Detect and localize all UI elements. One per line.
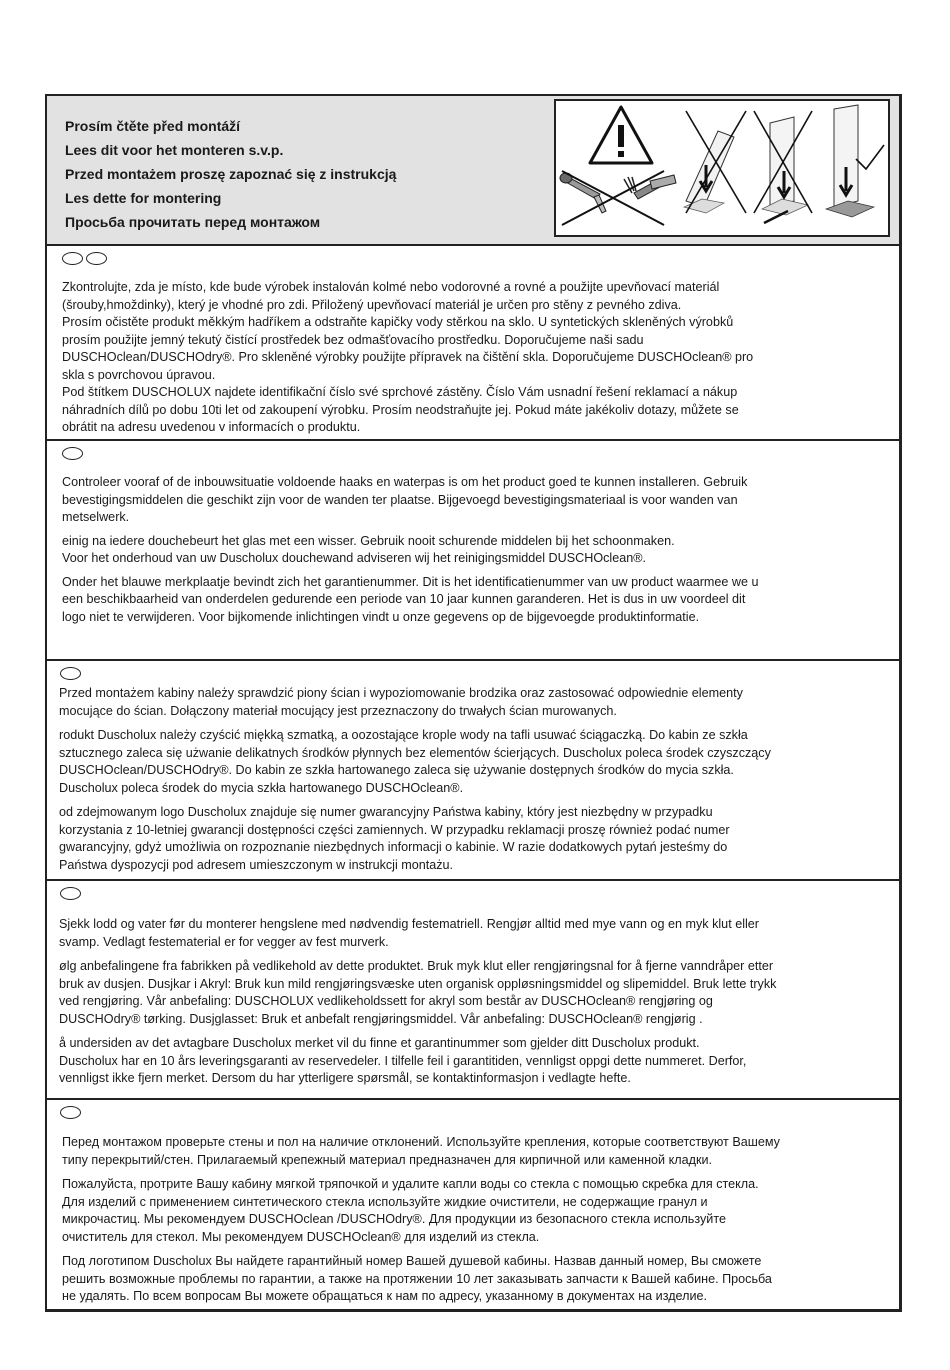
- paragraph: Onder het blauwe merkplaatje bevindt zich het garantienummer. Dit is het identificatienummer van uw product waarmee we u een beschikbaarheid van onderdelen gedurende een periode van 10 jaar kunnen garanderen. Het is dus in uw voordeel dit logo niet te verwijderen. Voor bijkomende inlichtingen vindt u onze gegevens op de bijgevoegde produktinformatie.: [62, 574, 759, 624]
- paragraph: Zkontrolujte, zda je místo, kde bude výrobek instalován kolmé nebo vodorovné a rovné a použijte upevňovací materiál (šrouby,hmoždinky), který je vhodné pro zdi. Přiložený upevňovací materiál je určen pro stěny z pevného zdiva. Prosím očistěte produkt měkkým hadříkem a odstraňte kapičky vody stěrkou na sklo. U syntetických skleněných výrobků prosím použijte jemný tekutý čistící prostředek bez odmašťovacího prostředku. Doporučujeme naši sadu DUSCHOclean/DUSCHOdry®. Pro skleněné výrobky použijte přípravek na čištění skla. Doporučujeme DUSCHOclean® pro skla s povrchovou úpravou. Pod štítkem DUSCHOLUX najdete identifikační číslo své sprchové zástěny. Číslo Vám usnadní řešení reklamací a nákup náhradních dílů po dobu 10ti let od zakoupení výrobku. Prosím neodstraňujte jej. Pokud máte jakékoliv dotazy, můžete se obrátit na adresu uvedenou v informacích o produktu.: [62, 280, 754, 434]
- header-line-pl: Przed montażem proszę zapoznać się z instrukcją: [65, 166, 397, 182]
- language-flags: [62, 447, 83, 460]
- section-ru: [47, 1098, 899, 1310]
- paragraph: ølg anbefalingene fra fabrikken på vedlikehold av dette produktet. Bruk myk klut eller rengjøringsnal for å fjerne vanndråper etter bruk av dusjen. Dusjkar i Akryl: Bruk kun mild rengjøringsvæske uten organisk oppløsningsmiddel og slipemiddel. Bruk lette trykk ved rengjøring. Vår anbefaling: DUSCHOLUX vedlikeholdssett for akryl som består av DUSCHOclean® rengjøring og DUSCHOdry® tørking. Dusjglasset: Bruk et anbefalt rengjøringsmiddel. Vår anbefaling: DUSCHOclean® rengjørig .: [59, 959, 777, 1026]
- header-panel: [47, 96, 899, 244]
- panel-forbidden-2-icon: [754, 111, 812, 223]
- section-ru-text: [62, 1134, 892, 1306]
- paragraph: od zdejmowanym logo Duscholux znajduje się numer gwarancyjny Państwa kabiny, który jest niezbędny w przypadku korzystania z 10-letniej gwarancji dostępności części zamiennych. W przypadku reklamacji proszę również podać numer gwarancyjny, gdyż umożliwia on rozpoznanie niezbędnych informacji o kabinie. W razie dodatkowych pytań jesteśmy do Państwa dyspozycji pod adresem umieszczonym w instrukcji montażu.: [59, 805, 730, 872]
- paragraph: Controleer vooraf of de inbouwsituatie voldoende haaks en waterpas is om het product goed te kunnen installeren. Gebruik bevestigingsmiddelen die geschikt zijn voor de wanden ter plaatse. Bijgevoegd bevestigingsmateriaal is voor wanden van metselwerk.: [62, 475, 748, 524]
- language-flags: [60, 1106, 81, 1119]
- language-flag-icon: [62, 252, 83, 265]
- header-lines: [65, 114, 396, 234]
- language-flag-icon: [62, 447, 83, 460]
- section-nl-text: [62, 474, 892, 626]
- warning-illustration: [554, 99, 890, 237]
- header-line-cs: Prosím čtěte před montáží: [65, 118, 241, 134]
- section-nl: [47, 439, 899, 659]
- panel-allowed-icon: [826, 105, 884, 217]
- language-flag-icon: [60, 887, 81, 900]
- paragraph: Под логотипом Duscholux Вы найдете гарантийный номер Вашей душевой кабины. Назвав данный номер, Вы сможете решить возможные проблемы по гарантии, а также на протяжении 10 лет заказывать запчасти к Вашей кабине. Просьба не удалять. По всем вопросам Вы можете обращаться к нам по адресу, указанному в документах на изделие.: [62, 1254, 772, 1303]
- header-line-ru: Просьба прочитать перед монтажом: [65, 214, 321, 230]
- language-flags: [62, 252, 107, 265]
- warning-triangle-icon: [590, 107, 652, 163]
- paragraph: Пожалуйста, протрите Вашу кабину мягкой тряпочкой и удалите капли воды со стекла с помощью скребка для стекла. Для изделий с применением синтетического стекла используйте жидкие очистители, не содержащие гранул и микрочастиц. Мы рекомендуем DUSCHOclean /DUSCHOdry®. Для продукции из безопасного стекла используйте очиститель для стекол. Мы рекомендуем DUSCHOclean® для изделий из стекла.: [62, 1177, 759, 1244]
- language-flag-icon: [60, 667, 81, 680]
- language-flag-icon: [86, 252, 107, 265]
- instruction-frame: [45, 94, 902, 1312]
- language-flags: [60, 887, 81, 900]
- section-cs-text: [62, 279, 892, 437]
- language-flag-icon: [60, 1106, 81, 1119]
- section-no-text: [59, 916, 889, 1088]
- paragraph: rodukt Duscholux należy czyścić miękką szmatką, a oozostające krople wody na tafli usuwać ściągaczką. Do kabin ze szkła sztucznego zaleca się użwanie delikatnych środków płynnych bez elementów ścierjących. Duscholux poleca środek czyszczący DUSCHOclean/DUSCHOdry®. Do kabin ze szkła hartowanego zaleca się używanie dostępnych środków do mycia szkła. Duscholux poleca środek do mycia szkła hartowanego DUSCHOclean®.: [59, 728, 771, 795]
- paragraph: å undersiden av det avtagbare Duscholux merket vil du finne et garantinummer som gjelder ditt Duscholux produkt. Duscholux har en 10 års leveringsgaranti av reservedeler. I tilfelle feil i garantitiden, vennligst oppgi dette nummeret. Derfor, vennligst ikke fjern merket. Dersom du har ytterligere spørsmål, se kontaktinformasjon i vedlagte hefte.: [59, 1036, 747, 1085]
- header-line-nl: Lees dit voor het monteren s.v.p.: [65, 142, 284, 158]
- section-pl-text: [59, 685, 889, 874]
- paragraph: Przed montażem kabiny należy sprawdzić piony ścian i wypoziomowanie brodzika oraz zastosować odpowiednie elementy mocujące do ścian. Dołączony materiał mocujący jest przeznaczony do trwałych ścian murowanych.: [59, 686, 743, 718]
- panel-forbidden-1-icon: [684, 111, 746, 213]
- section-cs: [47, 244, 899, 441]
- header-line-no: Les dette for montering: [65, 190, 222, 206]
- language-flags: [60, 667, 81, 680]
- paragraph: Перед монтажом проверьте стены и пол на наличие отклонений. Используйте крепления, которые соответствуют Вашему типу перекрытий/стен. Прилагаемый крепежный материал предназначен для кирпичной или каменной кладки.: [62, 1135, 780, 1167]
- paragraph: einig na iedere douchebeurt het glas met een wisser. Gebruik nooit schurende middelen bij het schoonmaken. Voor het onderhoud van uw Duscholux douchewand adviseren wij het reinigingsmiddel DUSCHOclean®.: [62, 533, 675, 565]
- tools-forbidden-icon: [560, 171, 676, 225]
- paragraph: Sjekk lodd og vater før du monterer hengslene med nødvendig festematriell. Rengjør alltid med mye vann og en myk klut eller svamp. Vedlagt festematerial er for vegger av fest murverk.: [59, 917, 759, 949]
- section-pl: [47, 659, 899, 879]
- section-no: [47, 879, 899, 1099]
